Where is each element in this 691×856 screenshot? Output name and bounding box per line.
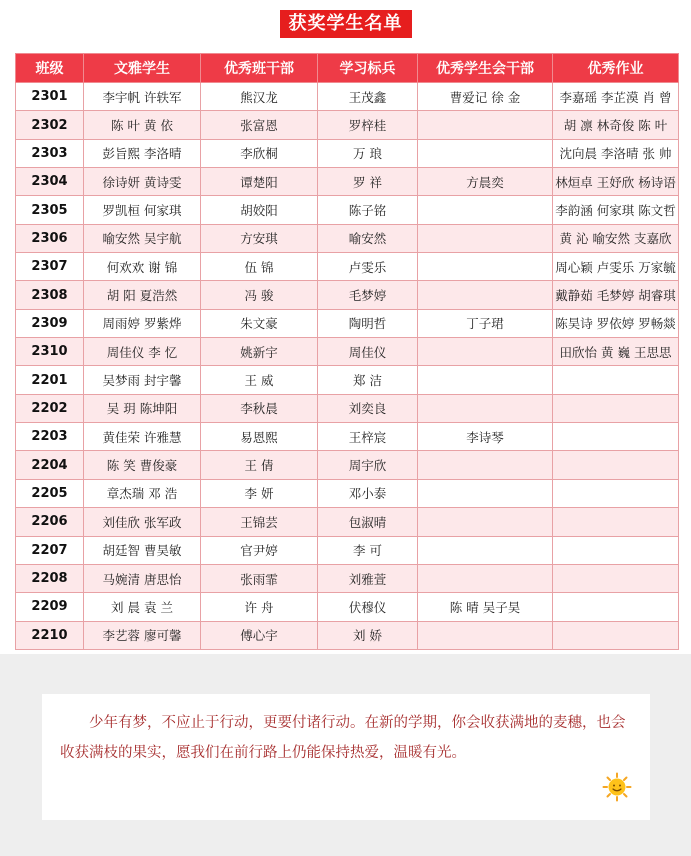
cell-banganbu: 许 舟 xyxy=(201,593,318,621)
cell-wenya: 马婉清 唐思怡 xyxy=(84,564,201,592)
cell-zuoye xyxy=(553,451,679,479)
cell-class: 2309 xyxy=(16,309,84,337)
cell-wenya: 周佳仪 李 忆 xyxy=(84,338,201,366)
cell-zuoye xyxy=(553,508,679,536)
table-row xyxy=(16,83,679,111)
cell-xueshenghui xyxy=(418,451,553,479)
cell-biaobing: 罗梓桂 xyxy=(318,111,418,139)
cell-class: 2306 xyxy=(16,224,84,252)
header-biaobing: 学习标兵 xyxy=(318,54,418,83)
cell-wenya: 章杰瑞 邓 浩 xyxy=(84,479,201,507)
cell-biaobing: 刘奕良 xyxy=(318,394,418,422)
cell-banganbu: 李欣桐 xyxy=(201,139,318,167)
cell-biaobing: 周宇欣 xyxy=(318,451,418,479)
cell-banganbu: 胡姣阳 xyxy=(201,196,318,224)
cell-xueshenghui xyxy=(418,139,553,167)
cell-banganbu: 李秋晨 xyxy=(201,394,318,422)
cell-biaobing: 包淑晴 xyxy=(318,508,418,536)
cell-banganbu: 王锦芸 xyxy=(201,508,318,536)
cell-zuoye: 李韵涵 何家琪 陈文哲 xyxy=(553,196,679,224)
table-row xyxy=(16,479,679,507)
cell-biaobing: 邓小泰 xyxy=(318,479,418,507)
cell-zuoye xyxy=(553,593,679,621)
cell-banganbu: 傅心宇 xyxy=(201,621,318,649)
cell-class: 2304 xyxy=(16,168,84,196)
cell-zuoye: 林烜卓 王妤欣 杨诗语 xyxy=(553,168,679,196)
cell-xueshenghui: 李诗琴 xyxy=(418,423,553,451)
cell-wenya: 吴梦雨 封宇馨 xyxy=(84,366,201,394)
cell-wenya: 李宇帆 许轶军 xyxy=(84,83,201,111)
cell-xueshenghui xyxy=(418,394,553,422)
cell-zuoye: 沈向晨 李洛晴 张 帅 xyxy=(553,139,679,167)
cell-xueshenghui xyxy=(418,338,553,366)
cell-class: 2208 xyxy=(16,564,84,592)
cell-xueshenghui xyxy=(418,508,553,536)
table-row xyxy=(16,536,679,564)
cell-banganbu: 熊汉龙 xyxy=(201,83,318,111)
cell-class: 2203 xyxy=(16,423,84,451)
page-title: 获奖学生名单 xyxy=(280,10,412,38)
table-row xyxy=(16,196,679,224)
cell-biaobing: 罗 祥 xyxy=(318,168,418,196)
cell-zuoye: 黄 沁 喻安然 支嘉欣 xyxy=(553,224,679,252)
cell-xueshenghui xyxy=(418,479,553,507)
cell-zuoye: 陈昊诗 罗依婷 罗畅燚 xyxy=(553,309,679,337)
cell-banganbu: 王 倩 xyxy=(201,451,318,479)
cell-xueshenghui xyxy=(418,366,553,394)
cell-class: 2210 xyxy=(16,621,84,649)
cell-biaobing: 刘雅萱 xyxy=(318,564,418,592)
cell-wenya: 陈 叶 黄 依 xyxy=(84,111,201,139)
table-row xyxy=(16,451,679,479)
cell-zuoye: 李嘉瑶 李芷漠 肖 曾 xyxy=(553,83,679,111)
cell-zuoye xyxy=(553,366,679,394)
quote-section xyxy=(0,654,691,856)
table-row xyxy=(16,621,679,649)
cell-class: 2303 xyxy=(16,139,84,167)
cell-biaobing: 伏穆仪 xyxy=(318,593,418,621)
table-row xyxy=(16,139,679,167)
cell-class: 2301 xyxy=(16,83,84,111)
header-xueshenghui: 优秀学生会干部 xyxy=(418,54,553,83)
cell-biaobing: 王梓宸 xyxy=(318,423,418,451)
cell-banganbu: 张富恩 xyxy=(201,111,318,139)
cell-zuoye: 戴静茹 毛梦婷 胡睿琪 xyxy=(553,281,679,309)
cell-xueshenghui xyxy=(418,536,553,564)
table-row xyxy=(16,366,679,394)
table-row xyxy=(16,564,679,592)
table-header-row xyxy=(16,54,679,83)
table-row xyxy=(16,593,679,621)
cell-banganbu: 方安琪 xyxy=(201,224,318,252)
cell-xueshenghui xyxy=(418,224,553,252)
cell-wenya: 刘 晨 袁 兰 xyxy=(84,593,201,621)
cell-zuoye xyxy=(553,536,679,564)
cell-banganbu: 王 威 xyxy=(201,366,318,394)
cell-wenya: 刘佳欣 张军政 xyxy=(84,508,201,536)
cell-biaobing: 刘 娇 xyxy=(318,621,418,649)
cell-wenya: 陈 笑 曹俊豪 xyxy=(84,451,201,479)
cell-wenya: 李艺蓉 廖可馨 xyxy=(84,621,201,649)
cell-class: 2201 xyxy=(16,366,84,394)
cell-wenya: 彭旨熙 李洛晴 xyxy=(84,139,201,167)
cell-xueshenghui xyxy=(418,621,553,649)
cell-biaobing: 陶明哲 xyxy=(318,309,418,337)
cell-wenya: 吴 玥 陈坤阳 xyxy=(84,394,201,422)
cell-zuoye: 田欣怡 黄 巍 王思思 xyxy=(553,338,679,366)
cell-biaobing: 周佳仪 xyxy=(318,338,418,366)
cell-wenya: 周雨婷 罗紫烨 xyxy=(84,309,201,337)
cell-biaobing: 郑 洁 xyxy=(318,366,418,394)
cell-zuoye xyxy=(553,479,679,507)
cell-wenya: 胡 阳 夏浩然 xyxy=(84,281,201,309)
cell-zuoye xyxy=(553,423,679,451)
cell-xueshenghui: 曹爱记 徐 金 xyxy=(418,83,553,111)
quote-text: 少年有梦，不应止于行动，更要付诸行动。在新的学期，你会收获满地的麦穗，也会收获满枝的果实，愿我们在前行路上仍能保持热爱，温暖有光。 xyxy=(60,715,626,761)
cell-class: 2207 xyxy=(16,536,84,564)
cell-biaobing: 卢雯乐 xyxy=(318,253,418,281)
cell-class: 2209 xyxy=(16,593,84,621)
header-banganbu: 优秀班干部 xyxy=(201,54,318,83)
cell-class: 2307 xyxy=(16,253,84,281)
table-row xyxy=(16,423,679,451)
cell-biaobing: 陈子铭 xyxy=(318,196,418,224)
cell-class: 2204 xyxy=(16,451,84,479)
table-row xyxy=(16,394,679,422)
table-row xyxy=(16,224,679,252)
table-row xyxy=(16,281,679,309)
cell-xueshenghui xyxy=(418,196,553,224)
cell-biaobing: 王茂鑫 xyxy=(318,83,418,111)
cell-biaobing: 万 琅 xyxy=(318,139,418,167)
cell-class: 2308 xyxy=(16,281,84,309)
cell-xueshenghui: 方晨奕 xyxy=(418,168,553,196)
award-table xyxy=(15,53,679,650)
cell-banganbu: 张雨霏 xyxy=(201,564,318,592)
cell-banganbu: 谭楚阳 xyxy=(201,168,318,196)
table-row xyxy=(16,253,679,281)
cell-biaobing: 李 可 xyxy=(318,536,418,564)
cell-wenya: 徐诗妍 黄诗雯 xyxy=(84,168,201,196)
cell-banganbu: 朱文豪 xyxy=(201,309,318,337)
cell-wenya: 黄佳荣 许雅慧 xyxy=(84,423,201,451)
cell-class: 2202 xyxy=(16,394,84,422)
cell-zuoye: 周心颖 卢雯乐 万家毓 xyxy=(553,253,679,281)
cell-class: 2206 xyxy=(16,508,84,536)
cell-biaobing: 喻安然 xyxy=(318,224,418,252)
cell-xueshenghui xyxy=(418,253,553,281)
header-class: 班级 xyxy=(16,54,84,83)
cell-xueshenghui: 丁子珺 xyxy=(418,309,553,337)
table-body xyxy=(16,83,679,650)
cell-zuoye xyxy=(553,394,679,422)
cell-banganbu: 伍 锦 xyxy=(201,253,318,281)
cell-wenya: 罗凯桓 何家琪 xyxy=(84,196,201,224)
table-row xyxy=(16,508,679,536)
cell-class: 2310 xyxy=(16,338,84,366)
cell-xueshenghui xyxy=(418,111,553,139)
sun-icon xyxy=(602,772,632,802)
table-row xyxy=(16,309,679,337)
cell-banganbu: 冯 骏 xyxy=(201,281,318,309)
cell-zuoye xyxy=(553,564,679,592)
cell-class: 2302 xyxy=(16,111,84,139)
cell-wenya: 喻安然 吴宇航 xyxy=(84,224,201,252)
cell-biaobing: 毛梦婷 xyxy=(318,281,418,309)
header-zuoye: 优秀作业 xyxy=(553,54,679,83)
cell-xueshenghui: 陈 晴 吴子昊 xyxy=(418,593,553,621)
header-wenya: 文雅学生 xyxy=(84,54,201,83)
cell-xueshenghui xyxy=(418,281,553,309)
table-row xyxy=(16,338,679,366)
cell-zuoye: 胡 凛 林奇俊 陈 叶 xyxy=(553,111,679,139)
cell-banganbu: 李 妍 xyxy=(201,479,318,507)
cell-banganbu: 易恩熙 xyxy=(201,423,318,451)
cell-xueshenghui xyxy=(418,564,553,592)
cell-class: 2305 xyxy=(16,196,84,224)
cell-wenya: 胡廷智 曹昊敏 xyxy=(84,536,201,564)
cell-wenya: 何欢欢 谢 锦 xyxy=(84,253,201,281)
cell-zuoye xyxy=(553,621,679,649)
quote-box xyxy=(42,694,650,820)
cell-banganbu: 姚新宇 xyxy=(201,338,318,366)
title-wrap xyxy=(0,10,691,38)
cell-class: 2205 xyxy=(16,479,84,507)
table-row xyxy=(16,111,679,139)
cell-banganbu: 官尹婷 xyxy=(201,536,318,564)
table-row xyxy=(16,168,679,196)
